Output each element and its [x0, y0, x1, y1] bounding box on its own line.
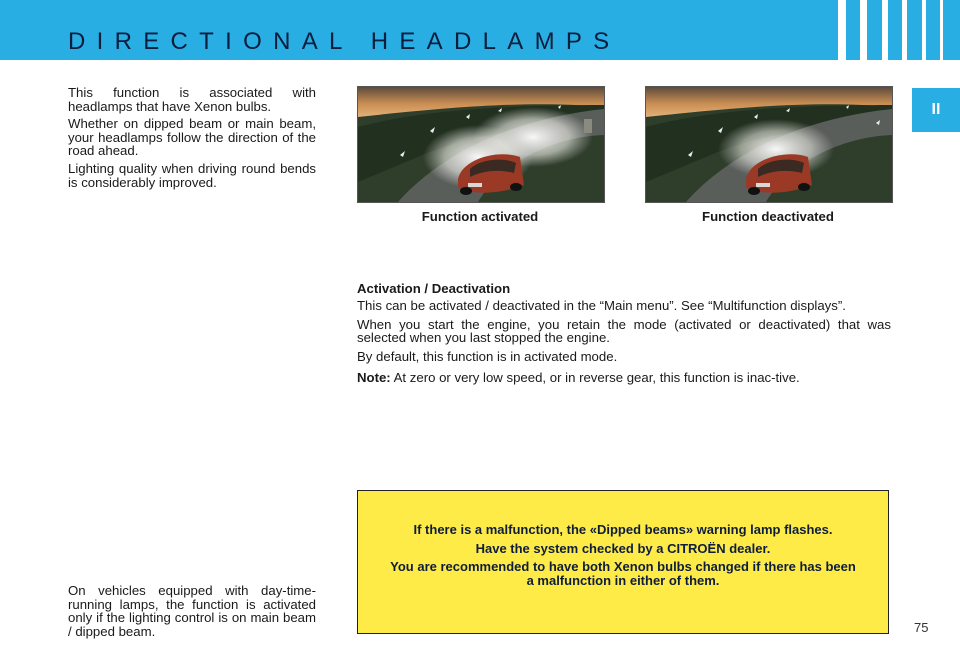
header-stripes-decoration [830, 0, 960, 60]
activation-heading: Activation / Deactivation [357, 281, 511, 296]
header-bar [0, 0, 960, 60]
page-number: 75 [914, 620, 929, 635]
intro-paragraph: Whether on dipped beam or main beam, your headlamps follow the direction of the road ahead. [68, 116, 316, 159]
caption-function-deactivated: Function deactivated [702, 209, 834, 224]
activation-paragraph: By default, this function is in activated mode. [357, 348, 618, 364]
warning-line: If there is a malfunction, the «Dipped beams» warning lamp flashes. [413, 522, 833, 537]
note-text: At zero or very low speed, or in reverse gear, this function is inac-tive. [390, 370, 800, 386]
daytime-running-note [68, 584, 316, 642]
note-label: Note: [357, 370, 391, 386]
page-title: DIRECTIONAL HEADLAMPS [68, 28, 621, 55]
intro-paragraph: Lighting quality when driving round bends is considerably improved. [68, 160, 316, 190]
activation-paragraph: This can be activated / deactivated in the “Main menu”. See “Multifunction displays”. [357, 298, 846, 313]
warning-line: You are recommended to have both Xenon bulbs changed if there has been a malfunction in either of them. [390, 559, 856, 588]
intro-paragraph: This function is associated with headlamps that have Xenon bulbs. [68, 85, 316, 114]
malfunction-warning-box [357, 490, 889, 634]
activation-note [357, 371, 891, 385]
photo-function-deactivated [645, 86, 893, 203]
photo-function-activated [357, 86, 605, 203]
caption-function-activated: Function activated [421, 209, 539, 224]
activation-section [357, 281, 891, 390]
activation-paragraph: When you start the engine, you retain the mode (activated or deactivated) that was selected when you last stopped the engine. [357, 316, 891, 346]
daytime-note-text: On vehicles equipped with day-time-running lamps, the function is activated only if the lighting control is on main beam / dipped beam. [68, 583, 316, 639]
warning-line: Have the system checked by a CITROËN dealer. [475, 540, 771, 556]
intro-text [68, 86, 316, 193]
section-tab[interactable]: II [912, 88, 960, 132]
